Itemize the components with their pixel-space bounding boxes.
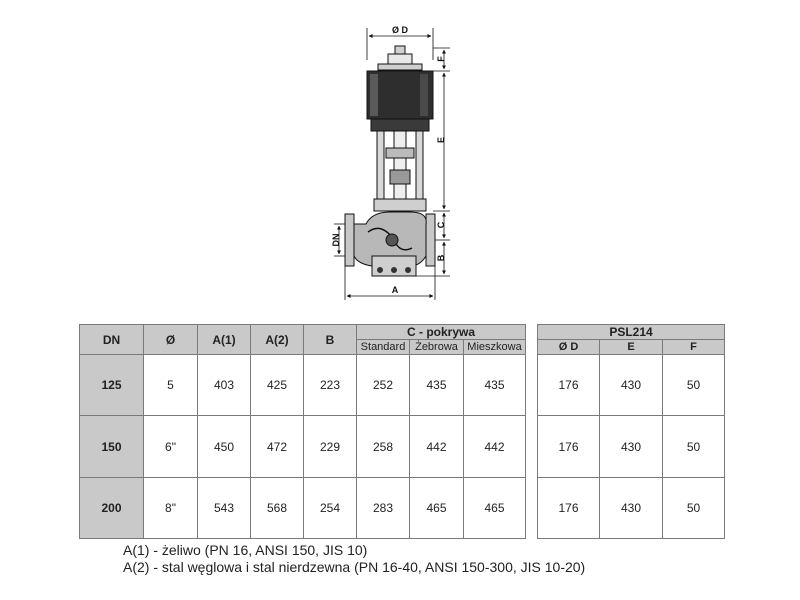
psl214-table — [537, 324, 725, 539]
cell-c-mieszkowa: 435 — [464, 355, 526, 416]
psl-cell-od: 176 — [538, 416, 600, 478]
cell-c-standard: 258 — [357, 416, 410, 478]
header-o: Ø — [144, 325, 198, 355]
footnote-a1: A(1) - żeliwo (PN 16, ANSI 150, JIS 10) — [123, 542, 368, 558]
yoke — [374, 131, 426, 211]
table-row — [538, 478, 725, 539]
header-a1: A(1) — [198, 325, 251, 355]
cell-c-standard: 252 — [357, 355, 410, 416]
cell-c-mieszkowa: 465 — [464, 478, 526, 539]
psl-header-e: E — [600, 340, 663, 355]
dim-label-b: B — [436, 254, 446, 262]
dim-label-f: F — [436, 56, 446, 62]
table-row — [538, 416, 725, 478]
cell-a2: 568 — [251, 478, 304, 539]
dim-label-a: A — [391, 285, 399, 295]
cell-dn: 125 — [80, 355, 144, 416]
psl-title: PSL214 — [538, 325, 725, 340]
header-a2: A(2) — [251, 325, 304, 355]
psl-cell-f: 50 — [663, 355, 725, 416]
subheader-zebrowa: Żebrowa — [410, 340, 464, 355]
cell-a2: 425 — [251, 355, 304, 416]
footnotes — [123, 542, 585, 576]
subheader-mieszkowa: Mieszkowa — [464, 340, 526, 355]
cell-c-standard: 283 — [357, 478, 410, 539]
actuator — [367, 46, 433, 131]
cell-c-mieszkowa: 442 — [464, 416, 526, 478]
cell-c-zebrowa: 442 — [410, 416, 464, 478]
header-dn: DN — [80, 325, 144, 355]
cell-a1: 543 — [198, 478, 251, 539]
psl-header-f: F — [663, 340, 725, 355]
valve-body — [345, 212, 435, 276]
table-row — [538, 355, 725, 416]
subheader-standard: Standard — [357, 340, 410, 355]
cell-a1: 450 — [198, 416, 251, 478]
header-c-group: C - pokrywa — [357, 325, 526, 340]
footnote-a2: A(2) - stal węglowa i stal nierdzewna (PN 16-40, ANSI 150-300, JIS 10-20) — [123, 559, 586, 575]
cell-a2: 472 — [251, 416, 304, 478]
psl-cell-e: 430 — [600, 478, 663, 539]
dim-label-e: E — [436, 136, 446, 144]
psl-cell-e: 430 — [600, 416, 663, 478]
table-row — [80, 416, 526, 478]
cell-b: 223 — [304, 355, 357, 416]
psl-cell-e: 430 — [600, 355, 663, 416]
psl-header-od: Ø D — [538, 340, 600, 355]
cell-b: 229 — [304, 416, 357, 478]
table-row — [80, 478, 526, 539]
psl-cell-od: 176 — [538, 355, 600, 416]
cell-c-zebrowa: 435 — [410, 355, 464, 416]
dim-label-c: C — [436, 221, 446, 229]
cell-o: 6" — [144, 416, 198, 478]
cell-b: 254 — [304, 478, 357, 539]
cell-dn: 150 — [80, 416, 144, 478]
header-b: B — [304, 325, 357, 355]
dimensions-table — [79, 324, 526, 539]
psl-cell-f: 50 — [663, 478, 725, 539]
dim-label-dn: DN — [331, 233, 341, 247]
psl-cell-f: 50 — [663, 416, 725, 478]
psl-cell-od: 176 — [538, 478, 600, 539]
table-row — [80, 355, 526, 416]
cell-a1: 403 — [198, 355, 251, 416]
cell-c-zebrowa: 465 — [410, 478, 464, 539]
cell-o: 5 — [144, 355, 198, 416]
dim-label-od: Ø D — [391, 25, 409, 35]
cell-o: 8" — [144, 478, 198, 539]
cell-dn: 200 — [80, 478, 144, 539]
